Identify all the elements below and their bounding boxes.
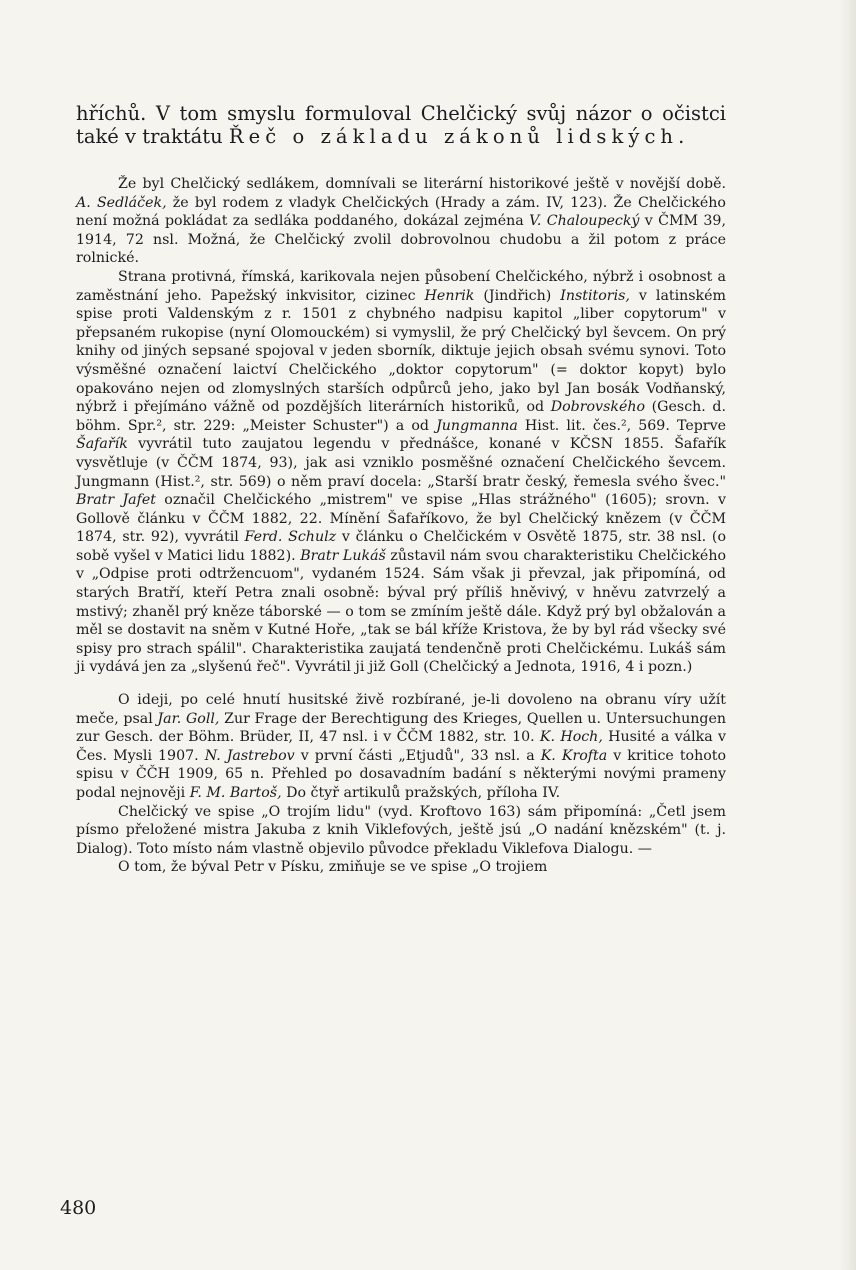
author-name: K. Krofta	[540, 747, 608, 764]
author-name: V. Chaloupecký	[529, 213, 640, 230]
note-paragraph-3	[76, 691, 726, 803]
text-span: vyvrátil tuto zaujatou legendu v přednášce, konané v KČSN 1855. Šafařík vysvětluje (v ČČM 1874, 93), jak asi vzniklo posměšné označení Chelčického ševcem. Jungmann (Hist.², str. 569) o něm praví docela: „Starší bratr český, řemesla svého švec."	[76, 436, 726, 490]
note-paragraph-4	[76, 803, 726, 859]
author-name: Jar. Goll,	[157, 710, 220, 727]
author-name: Institoris,	[560, 287, 630, 304]
text-span: Že byl Chelčický sedlákem, domnívali se literární historikové ještě v novější době.	[118, 176, 726, 192]
author-name: K. Hoch,	[539, 729, 603, 746]
text-span: Husité a válka v Čes. Mysli 1907.	[76, 729, 726, 764]
text-span: v kritice tohoto spisu v ČČH 1909, 65 n. Přehled po dosavadním badání s některými novými prameny podal nejnověji	[76, 747, 726, 801]
author-name: F. M. Bartoš,	[189, 785, 282, 801]
author-name: Dobrovského	[550, 399, 646, 416]
text-span: Chelčický ve spise „O trojím lidu" (vyd. Kroftovo 163) sám připomíná: „Četl jsem písmo přeložené mistra Jakuba z knih Viklefových, ještě jsú „O nadání knězském" (t. j. Dialog). Toto místo nám vlastně objevilo původce překladu Viklefova Dialogu. —	[76, 803, 726, 857]
text-span: v ČMM 39, 1914, 72 nsl. Možná, že Chelčický zvolil dobrovolnou chudobu a žil potom z práce rolnické.	[76, 213, 726, 267]
top-paragraph-text-a: hříchů. V tom smyslu formuloval Chelčický svůj názor o očistci také v traktátu	[76, 102, 726, 148]
author-name: Bratr Jafet	[76, 492, 156, 509]
page-number: 480	[60, 1197, 97, 1219]
text-body	[76, 102, 726, 877]
text-span: zůstavil nám svou charakteristiku Chelčického v „Odpise proti odtržencuom", vydaném 1524. Sám však ji převzal, jak připomíná, od starých Bratří, kteří Petra znali osobně: býval prý příliš hněvivý, v hněvu zatvrzelý a mstivý; zhaněl prý kněze táborské — o tom se zmíním ještě dále. Když prý byl obžalován a měl se dostavit na sněm v Kutné Hoře, „tak se bál kříže Kristova, že by byl rád všecky své spisy pro strach spálil". Charakteristika zaujatá tendenčně proti Chelčickému. Lukáš sám ji vydává jen za „slyšenú řeč". Vyvrátil ji již Goll (Chelčický a Jednota, 1916, 4 i pozn.)	[76, 547, 726, 676]
text-span: v latinském spise proti Valdenským z r. 1501 z chybného nadpisu kapitol „liber copytorum" v přepsaném rukopise (nyní Olomouckém) si vymyslil, že prý Chelčický byl ševcem. On prý knihy od jiných sepsané spojoval v jeden sborník, diktuje jejich obsah svému synovi. Toto výsměšné označení laictví Chelčického „doktor copytorum" (= doktor kopyt) bylo opakováno nejen od zlomyslných starších odpůrců jeho, jako byl Jan bosák Vodňanský, nýbrž i přejímáno vážně od pozdějších literárních historiků, od	[76, 287, 727, 416]
text-span: Zur Frage der Berechtigung des Krieges, Quellen u. Untersuchungen zur Gesch. der Böhm. Brüder, II, 47 nsl. i v ČČM 1882, str. 10.	[76, 710, 726, 746]
text-span: v první části „Etjudů", 33 nsl. a	[294, 747, 541, 764]
text-span: v článku o Chelčickém v Osvětě 1875, str. 38 nsl. (o sobě vyšel v Matici lidu 1882).	[76, 529, 727, 564]
text-span: (Jindřich)	[474, 287, 561, 304]
text-span: Hist. lit. čes.², 569. Teprve	[517, 417, 726, 434]
note-paragraph-5	[76, 858, 726, 877]
top-paragraph-text-b: .	[678, 125, 685, 148]
top-paragraph	[76, 102, 726, 148]
author-name: Šafařík	[76, 436, 128, 453]
text-span: O ideji, po celé hnutí husitské živě rozbírané, je-li dovoleno na obranu víry užít meče, psal	[76, 692, 726, 727]
note-paragraph-2	[76, 268, 726, 677]
text-span: že byl rodem z vladyk Chelčických (Hrady a zám. IV, 123). Že Chelčického není možná pokládat za sedláka poddaného, dokázal zejména	[76, 194, 726, 230]
author-name: Henrik	[424, 287, 475, 304]
text-span: Strana protivná, římská, karikovala nejen působení Chelčického, nýbrž i osobnost a zaměstnání jeho. Papežský inkvisitor, cizinec	[76, 268, 726, 304]
author-name: N. Jastrebov	[204, 747, 295, 764]
page-edge-shadow	[840, 0, 856, 1270]
text-span: Do čtyř artikulů pražských, příloha IV.	[281, 785, 561, 801]
author-name: Ferd. Schulz	[244, 529, 337, 546]
text-span: označil Chelčického „mistrem" ve spise „Hlas strážného" (1605); srovn. v Gollově článku v ČČM 1882, 22. Mínění Šafaříkovo, že byl Chelčický knězem (v ČČM 1874, str. 92), vyvrátil	[76, 492, 726, 546]
treatise-title-spaced: Řeč o základu zákonů lidských	[228, 125, 679, 148]
author-name: Bratr Lukáš	[300, 547, 386, 564]
author-name: Jungmanna	[436, 417, 518, 434]
note-paragraph-1	[76, 175, 726, 268]
text-span: (Gesch. d. böhm. Spr.², str. 229: „Meister Schuster") a od	[76, 399, 727, 434]
author-name: A. Sedláček,	[76, 194, 167, 211]
text-span: O tom, že býval Petr v Písku, zmiňuje se ve spise „O trojiem	[118, 859, 548, 876]
